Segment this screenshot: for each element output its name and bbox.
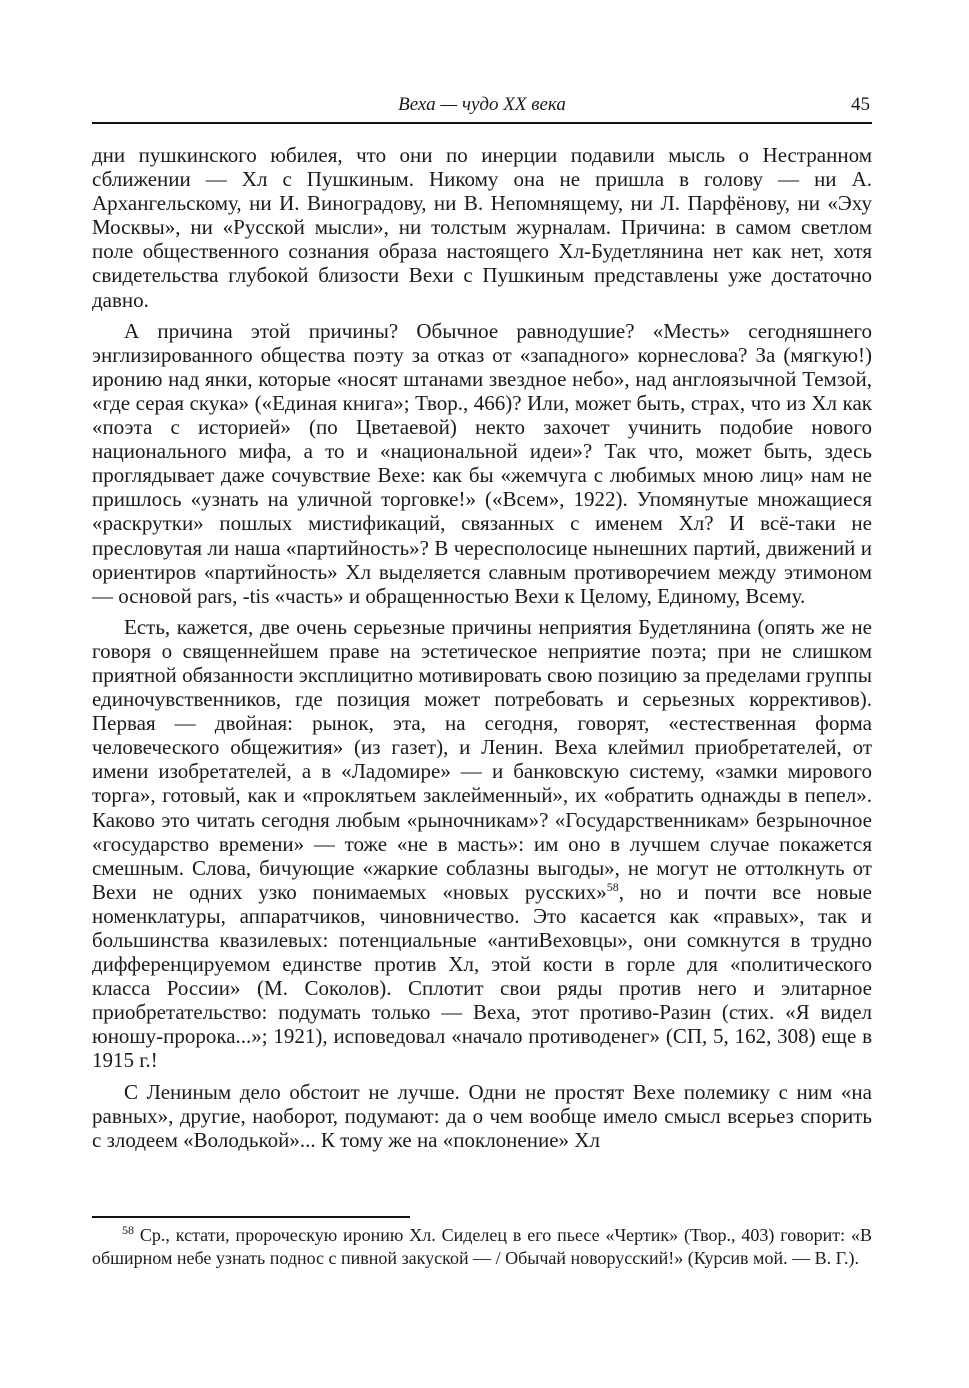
paragraph-3 xyxy=(92,615,872,1073)
footnote-reference[interactable]: 58 xyxy=(606,879,619,894)
paragraph-3-text: Есть, кажется, две очень серьезные причины неприятия Будетлянина (опять же не говоря о священнейшем праве на эстетическое неприятие поэта; при не слишком приятной обязанности эксплицитно мотивировать свою позицию за пределами группы единочувственников, где позиция может потребовать и серьезных коррективов). Первая — двойная: рынок, эта, на сегодня, говорят, «естественная форма человеческого общежития» (из газет), и Ленин. Веха клеймил приобретателей, от имени изобретателей, а в «Ладомире» — и банковскую систему, «замки мирового торга», готовый, как и «проклятьем заклейменный», их «обратить однажды в пепел». Каково это читать сегодня любым «рыночникам»? «Государственникам» безрыночное «государство времени» — тоже «не в масть»: им оно в лучшем случае покажется смешным. Слова, бичующие «жаркие соблазны выгоды», не могут не оттолкнуть от Вехи не одних узко понимаемых «новых русских» xyxy=(92,614,872,904)
book-page xyxy=(92,0,872,1388)
footnote-divider xyxy=(92,1216,410,1218)
body-text xyxy=(92,143,872,1159)
footnote-number: 58 xyxy=(122,1223,134,1237)
paragraph-1: дни пушкинского юбилея, что они по инерции подавили мысль о Нестранном сближении — Хл с Пушкиным. Никому она не пришла в голову — ни А. Архангельскому, ни И. Виноградову, ни В. Непомнящему, ни Л. Парфёнову, ни «Эху Москвы», ни «Русской мысли», ни толстым журналам. Причина: в самом светлом поле общественного сознания образа настоящего Хл-Будетлянина нет как нет, хотя свидетельства глубокой близости Вехи с Пушкиным представлены уже достаточно давно. xyxy=(92,143,872,312)
running-title: Веха — чудо XX века xyxy=(398,94,566,115)
footnote xyxy=(92,1224,872,1270)
paragraph-4: С Лениным дело обстоит не лучше. Одни не простят Вехе полемику с ним «на равных», другие, наоборот, подумают: да о чем вообще имело смысл всерьез спорить с злодеем «Володькой»... К тому же на «поклонение» Хл xyxy=(92,1079,872,1152)
paragraph-2: А причина этой причины? Обычное равнодушие? «Месть» сегодняшнего энглизированного общества поэту за отказ от «западного» корнеслова? За (мягкую!) иронию над янки, которые «носят штанами звездное небо», над англоязычной Темзой, «где серая скука» («Единая книга»; Твор., 466)? Или, может быть, страх, что из Хл как «поэта с историей» (по Цветаевой) некто захочет учинить подобие нового национального мифа, а то и «национальной идеи»? Так что, может быть, здесь проглядывает даже сочувствие Вехе: как бы «жемчуга с любимых мною лиц» нам не пришлось «узнать на уличной торговке!» («Всем», 1922). Упомянутые множащиеся «раскрутки» пошлых мистификаций, связанных с именем Хл? И всё-таки не пресловутая ли наша «партийность»? В чересполосице нынешних партий, движений и ориентиров «партийность» Хл выделяется славным противоречием между этимоном — основой pars, -tis «часть» и обращенностью Вехи к Целому, Единому, Всему. xyxy=(92,318,872,608)
paragraph-3-tail: , но и почти все новые номенклатуры, аппаратчиков, чиновничество. Это касается как «правых», так и большинства квазилевых: потенциальные «антиВеховцы», они сомкнутся в трудно дифференцируемом единстве против Хл, этой кости в горле для «политического класса России» (М. Соколов). Сплотит свои ряды против него и элитарное приобретательство: подумать только — Веха, этот противо-Разин (стих. «Я видел юношу-пророка...»; 1921), исповедовал «начало противоденег» (СП, 5, 162, 308) еще в 1915 г.! xyxy=(92,879,872,1073)
footnote-text: Ср., кстати, пророческую иронию Хл. Сиделец в его пьесе «Чертик» (Твор., 403) говорит: «В обширном небе узнать поднос с пивной закуской — / Обычай новорусский!» (Курсив мой. — В. Г.). xyxy=(92,1225,872,1268)
page-number: 45 xyxy=(851,94,870,115)
running-head xyxy=(92,92,872,124)
